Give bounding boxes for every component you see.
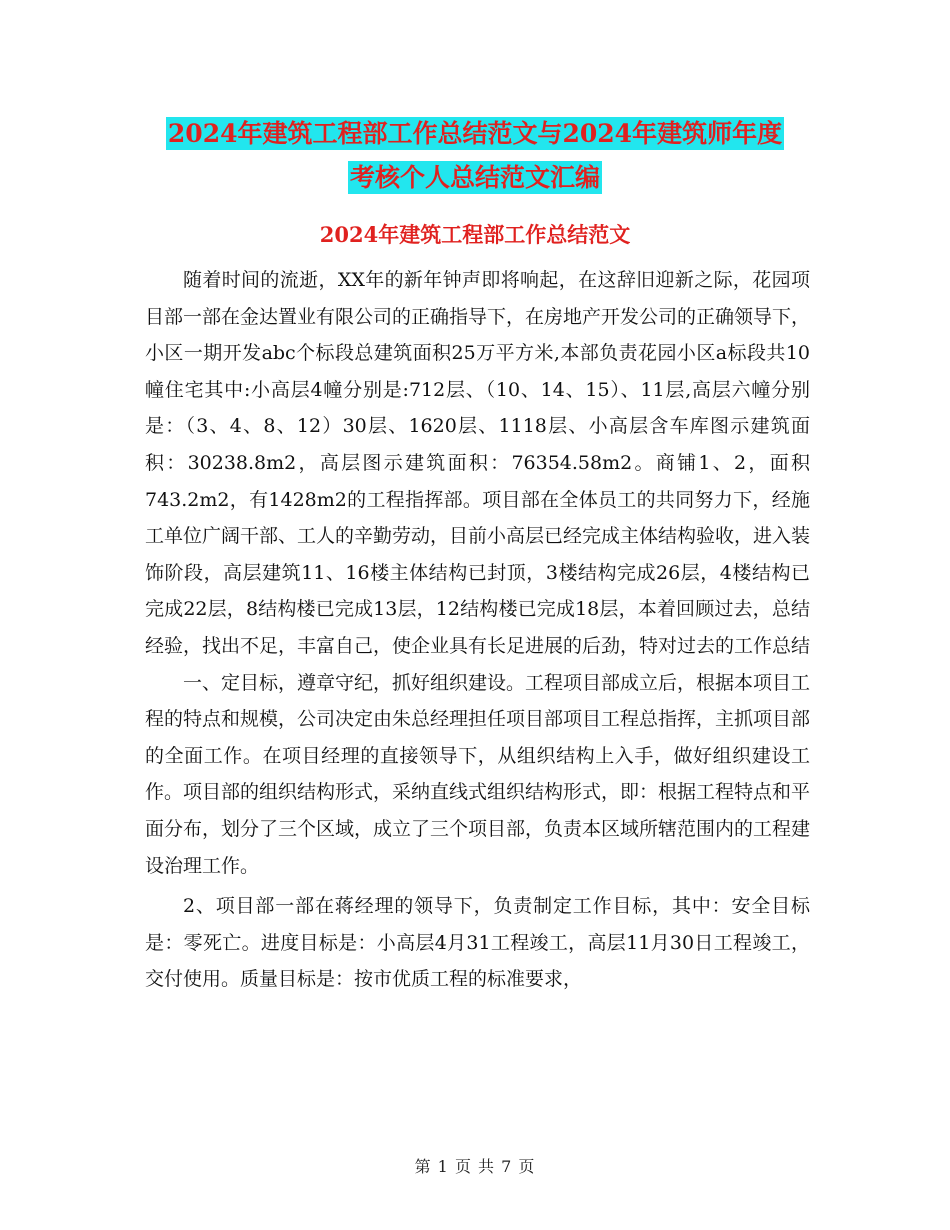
body-text [145,262,810,998]
title-line-1 [0,112,950,156]
title-line-2-text: 考核个人总结范文汇编 [349,163,600,192]
document-title [0,112,950,200]
paragraph-2: 一、定目标，遵章守纪，抓好组织建设。工程项目部成立后，根据本项目工程的特点和规模，公司决定由朱总经理担任项目部项目工程总指挥，主抓项目部的全面工作。在项目经理的直接领导下，从组织结构上入手，做好组织建设工作。项目部的组织结构形式，采纳直线式组织结构形式，即：根据工程特点和平面分布，划分了三个区域，成立了三个项目部，负责本区域所辖范围内的工程建设治理工作。 [145,671,811,877]
title-line-2 [0,156,950,200]
title-line-1-text: 2024年建筑工程部工作总结范文与2024年建筑师年度 [167,119,783,148]
page-number-footer: 第 1 页 共 7 页 [414,1157,536,1176]
section-heading: 2024年建筑工程部工作总结范文 [319,222,631,247]
paragraph-3: 2、项目部一部在蒋经理的领导下，负责制定工作目标，其中：安全目标是：零死亡。进度目标是：小高层4月31工程竣工，高层11月30日工程竣工，交付使用。质量目标是：按市优质工程的标准要求， [145,895,810,991]
paragraph-1: 随着时间的流逝，XX年的新年钟声即将响起，在这辞旧迎新之际，花园项目部一部在金达置业有限公司的正确指导下，在房地产开发公司的正确领导下，小区一期开发abc个标段总建筑面积25万平方米,本部负责花园小区a标段共10幢住宅其中:小高层4幢分别是:712层、（10、14、15）、11层,高层六幢分别是：（3、4、8、12）30层、1620层、1118层、小高层含车库图示建筑面积：30238.8m2，高层图示建筑面积：76354.58m2。商铺1、2，面积743.2m2，有1428m2的工程指挥部。项目部在全体员工的共同努力下，经施工单位广阔干部、工人的辛勤劳动，目前小高层已经完成主体结构验收，进入装饰阶段，高层建筑11、16楼主体结构已封顶，3楼结构完成26层，4楼结构已完成22层，8结构楼已完成13层，12结构楼已完成18层，本着回顾过去，总结经验，找出不足，丰富自己，使企业具有长足进展的后劲，特对过去的工作总结 [145,269,811,657]
